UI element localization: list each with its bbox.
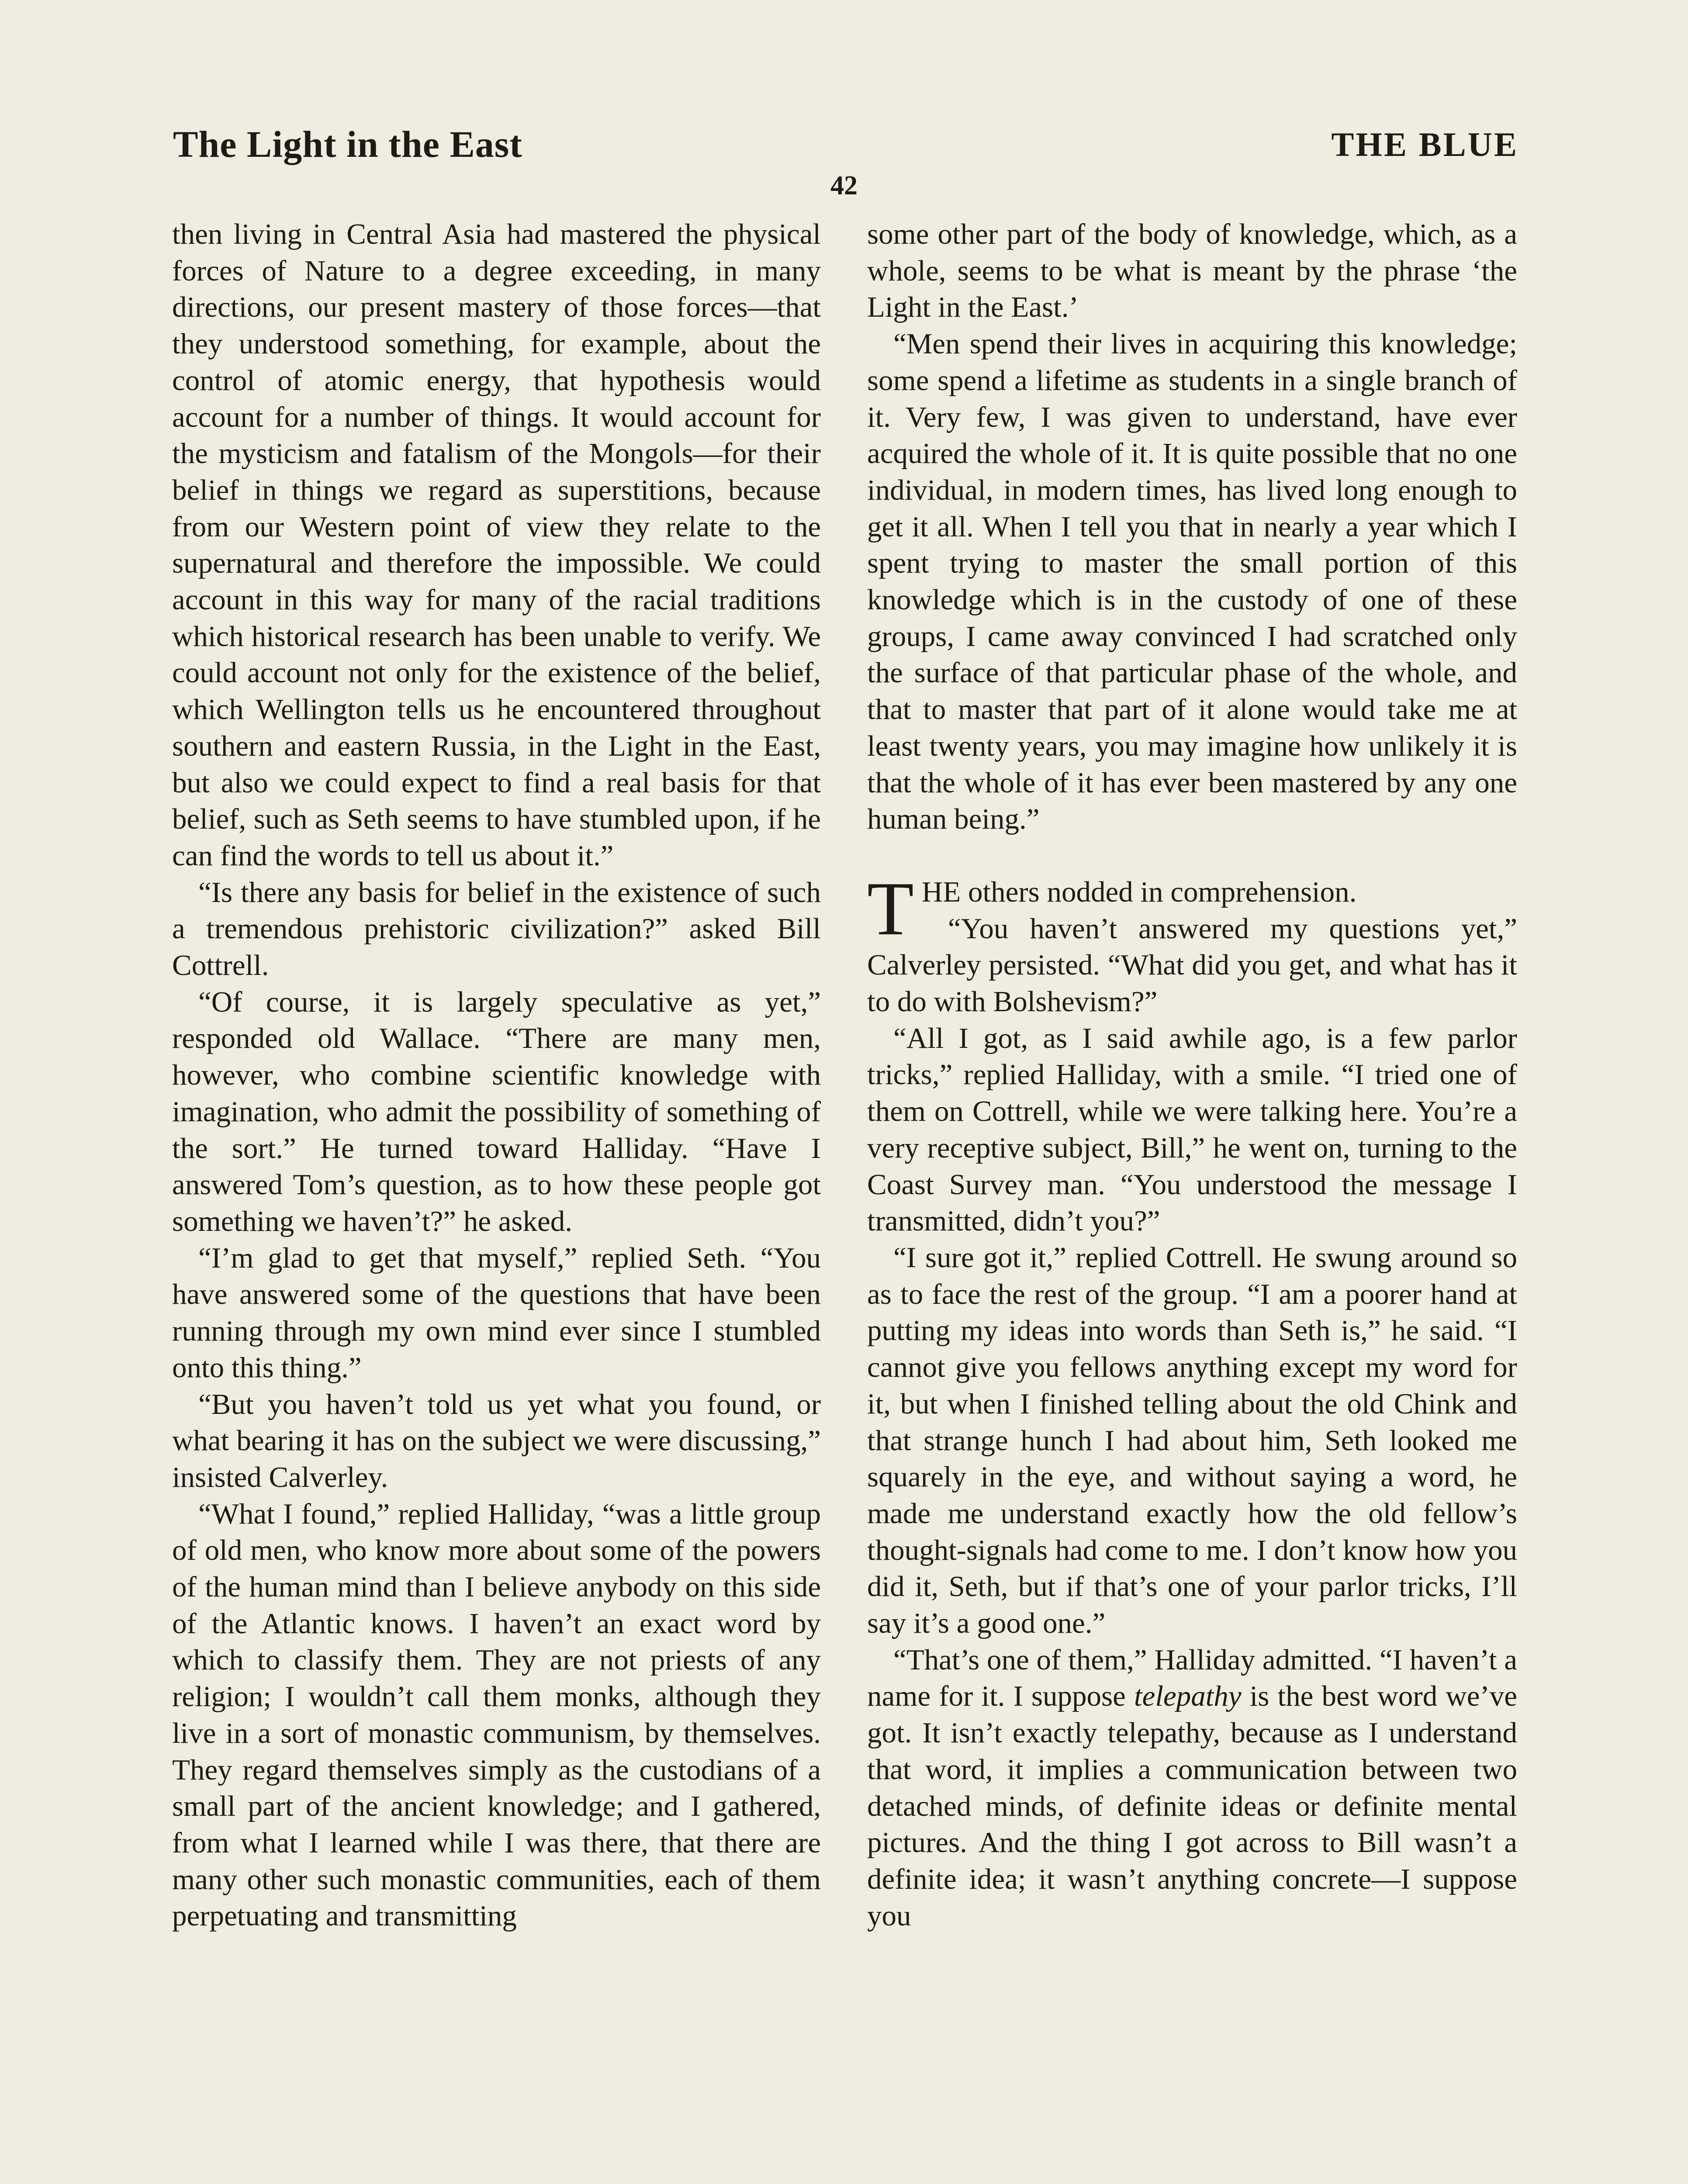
paragraph: then living in Central Asia had mastered the physical forces of Nature to a degree exceeding, in many directions, our present mastery of those forces—that they understood something, for example, about the control of atomic energy, that hypothesis would account for a number of things. It would account for the mysticism and fatalism of the Mongols—for their belief in things we regard as superstitions, because from our Western point of view they relate to the supernatural and therefore the impossible. We could account in this way for many of the racial traditions which historical research has been unable to verify. We could account not only for the existence of the belief, which Wellington tells us he encountered throughout southern and eastern Russia, in the Light in the East, but also we could expect to find a real basis for that belief, such as Seth seems to have stumbled upon, if he can find the words to tell us about it.” — [172, 218, 821, 872]
paragraph — [867, 1642, 1517, 1935]
paragraph: “I’m glad to get that myself,” replied Seth. “You have answered some of the questions that have been running through my own mind ever since I stumbled onto this thing.” — [172, 1241, 821, 1384]
paragraph: “Of course, it is largely speculative as yet,” responded old Wallace. “There are many men, however, who combine scientific knowledge with imagination, who admit the possibility of something of the sort.” He turned toward Halliday. “Have I answered Tom’s question, as to how these people got something we haven’t?” he asked. — [172, 985, 821, 1237]
paragraph: “Men spend their lives in acquiring this knowledge; some spend a lifetime as students in a single branch of it. Very few, I was given to understand, have ever acquired the whole of it. It is quite possible that no one individual, in modern times, has lived long enough to get it all. When I tell you that in nearly a year which I spent trying to master the small portion of this knowledge which is in the custody of one of these groups, I came away convinced I had scratched only the surface of that particular phase of the whole, and that to master that part of it alone would take me at least twenty years, you may imagine how unlikely it is that the whole of it has ever been mastered by any one human being.” — [867, 328, 1517, 836]
story-title: The Light in the East — [173, 123, 522, 165]
italic-word: telepathy — [1134, 1680, 1242, 1713]
section-opening-paragraph — [867, 866, 1517, 951]
paragraph: “What I found,” replied Halliday, “was a little group of old men, who know more about some of the powers of the human mind than I believe anybody on this side of the Atlantic knows. I haven’t an exact word by which to classify them. They are not priests of any religion; I wouldn’t call them monks, although they live in a sort of monastic communism, by themselves. They regard themselves simply as the custodians of a small part of the ancient knowledge; and I gathered, from what I learned while I was there, that there are many other such monastic communities, each of them perpetuating and transmitting — [172, 1497, 821, 1932]
drop-cap-continuation: HE others nodded in comprehension. — [921, 875, 1357, 908]
magazine-name: THE BLUE — [1331, 125, 1519, 163]
paragraph: “You haven’t answered my questions yet,” Calverley persisted. “What did you get, and what has it to do with Bolshevism?” — [867, 912, 1517, 1018]
paragraph: “All I got, as I said awhile ago, is a few parlor tricks,” replied Halliday, with a smile. “I tried one of them on Cottrell, while we were talking here. You’re a very receptive subject, Bill,” he went on, turning to the Coast Survey man. “You understood the message I transmitted, didn’t you?” — [867, 1022, 1517, 1237]
paragraph: “I sure got it,” replied Cottrell. He swung around so as to face the rest of the group. “I am a poorer hand at putting my ideas into words than Seth is,” he said. “I cannot give you fellows anything except my word for it, but when I finished telling about the old Chink and that strange hunch I had about him, Seth looked me squarely in the eye, and without saying a word, he made me understand exactly how the old fellow’s thought-signals had come to me. I don’t know how you did it, Seth, but if that’s one of your parlor tricks, I’ll say it’s a good one.” — [867, 1241, 1517, 1640]
paragraph: “But you haven’t told us yet what you found, or what bearing it has on the subject we were discussing,” insisted Calverley. — [172, 1388, 821, 1493]
paragraph-tail: is the best word we’ve got. It isn’t exactly telepathy, because as I understand that word, it implies a communication between two detached minds, of definite ideas or definite mental pictures. And the thing I got across to Bill wasn’t a definite idea; it wasn’t anything concrete—I suppose you — [867, 1680, 1518, 1932]
drop-cap: T — [867, 866, 914, 951]
page-number: 42 — [830, 171, 858, 200]
right-column — [867, 216, 1517, 1934]
paragraph-lead: “That’s one of them,” Halliday admitted. “I haven’t a name for it. I suppose — [867, 1643, 1517, 1713]
paragraph: “Is there any basis for belief in the existence of such a tremendous prehistoric civilization?” asked Bill Cottrell. — [172, 876, 821, 982]
left-column — [172, 216, 821, 1935]
paragraph: some other part of the body of knowledge, which, as a whole, seems to be what is meant by the phrase ‘the Light in the East.’ — [867, 218, 1517, 324]
